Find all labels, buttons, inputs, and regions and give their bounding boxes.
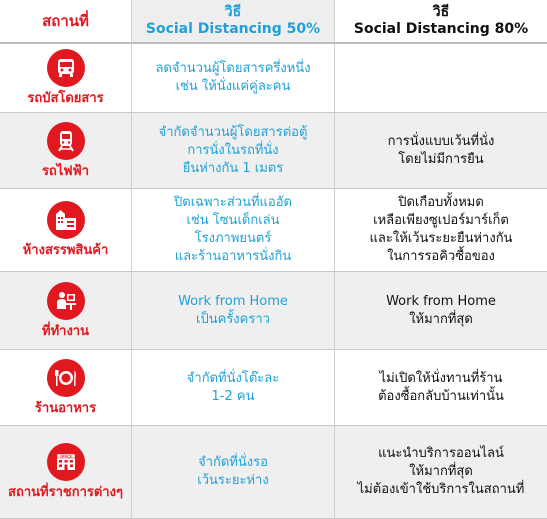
place-label: รถไฟฟ้า [41,163,90,179]
row-place-office [0,272,132,350]
row-place-mall [0,189,132,272]
plate-cutlery-icon [47,359,85,397]
row-mall-50 [132,189,335,272]
header-50-line1: วิธี [224,4,242,20]
row-train-80 [335,113,547,189]
row-place-restaurant [0,350,132,426]
measure-50: จำกัดที่นั่งรอ เว้นระยะห่าง [197,455,269,488]
place-label: สถานที่ราชการต่างๆ [8,485,123,500]
government-office-icon [47,443,85,481]
measure-80: การนั่งแบบเว้นที่นั่ง โดยไม่มีการยืน [387,133,495,167]
mall-icon [47,201,85,239]
train-icon [47,122,85,160]
header-80-line1: วิธี [432,4,450,20]
measure-50: จำกัดจำนวนผู้โดยสารต่อตู้ การนั่งในรถที่นั่ง ยืนห่างกัน 1 เมตร [158,124,308,176]
row-government-50 [132,426,335,519]
measure-50: จำกัดที่นั่งโต๊ะละ 1-2 คน [186,370,280,404]
header-50 [132,0,335,44]
row-place-bus [0,44,132,113]
row-bus-50 [132,44,335,113]
place-label: รถบัสโดยสาร [27,91,104,106]
measure-50: Work from Home เป็นครั้งคราว [178,293,288,327]
measure-80: แนะนำบริการออนไลน์ ให้มากที่สุด ไม่ต้องเข้าใช้บริการในสถานที่ [357,446,525,497]
row-restaurant-80 [335,350,547,426]
row-government-80 [335,426,547,519]
row-mall-80 [335,189,547,272]
header-50-line2: Social Distancing 50% [145,21,321,37]
header-place-label: สถานที่ [42,12,89,30]
svg-text:OFFICE: OFFICE [59,454,72,459]
header-80-line2: Social Distancing 80% [353,21,529,37]
measure-80: ไม่เปิดให้นั่งทานที่ร้าน ต้องซื้อกลับบ้านเท่านั้น [378,370,504,404]
row-restaurant-50 [132,350,335,426]
row-office-80 [335,272,547,350]
measure-80: Work from Home ให้มากที่สุด [386,293,496,327]
row-place-train [0,113,132,189]
measure-50: ลดจำนวนผู้โดยสารครึ่งหนึ่ง เช่น ให้นั่งแค่คู่ละคน [155,61,311,94]
row-bus-80 [335,44,547,113]
measure-50: ปิดเฉพาะส่วนที่แออัด เช่น โซนเด็กเล่น โรงภาพยนตร์ และร้านอาหารนั่งกิน [174,195,292,264]
row-train-50 [132,113,335,189]
office-worker-icon [47,282,85,320]
header-place [0,0,132,44]
place-label: ห้างสรรพสินค้า [22,243,109,258]
row-office-50 [132,272,335,350]
header-80 [335,0,547,44]
bus-icon [47,49,85,87]
row-place-government [0,426,132,519]
place-label: ที่ทำงาน [42,323,89,339]
place-label: ร้านอาหาร [34,400,97,416]
measure-80: ปิดเกือบทั้งหมด เหลือเพียงซูเปอร์มาร์เก็ต และให้เว้นระยะยืนห่างกัน ในการรอคิวซื้อของ [369,195,513,264]
